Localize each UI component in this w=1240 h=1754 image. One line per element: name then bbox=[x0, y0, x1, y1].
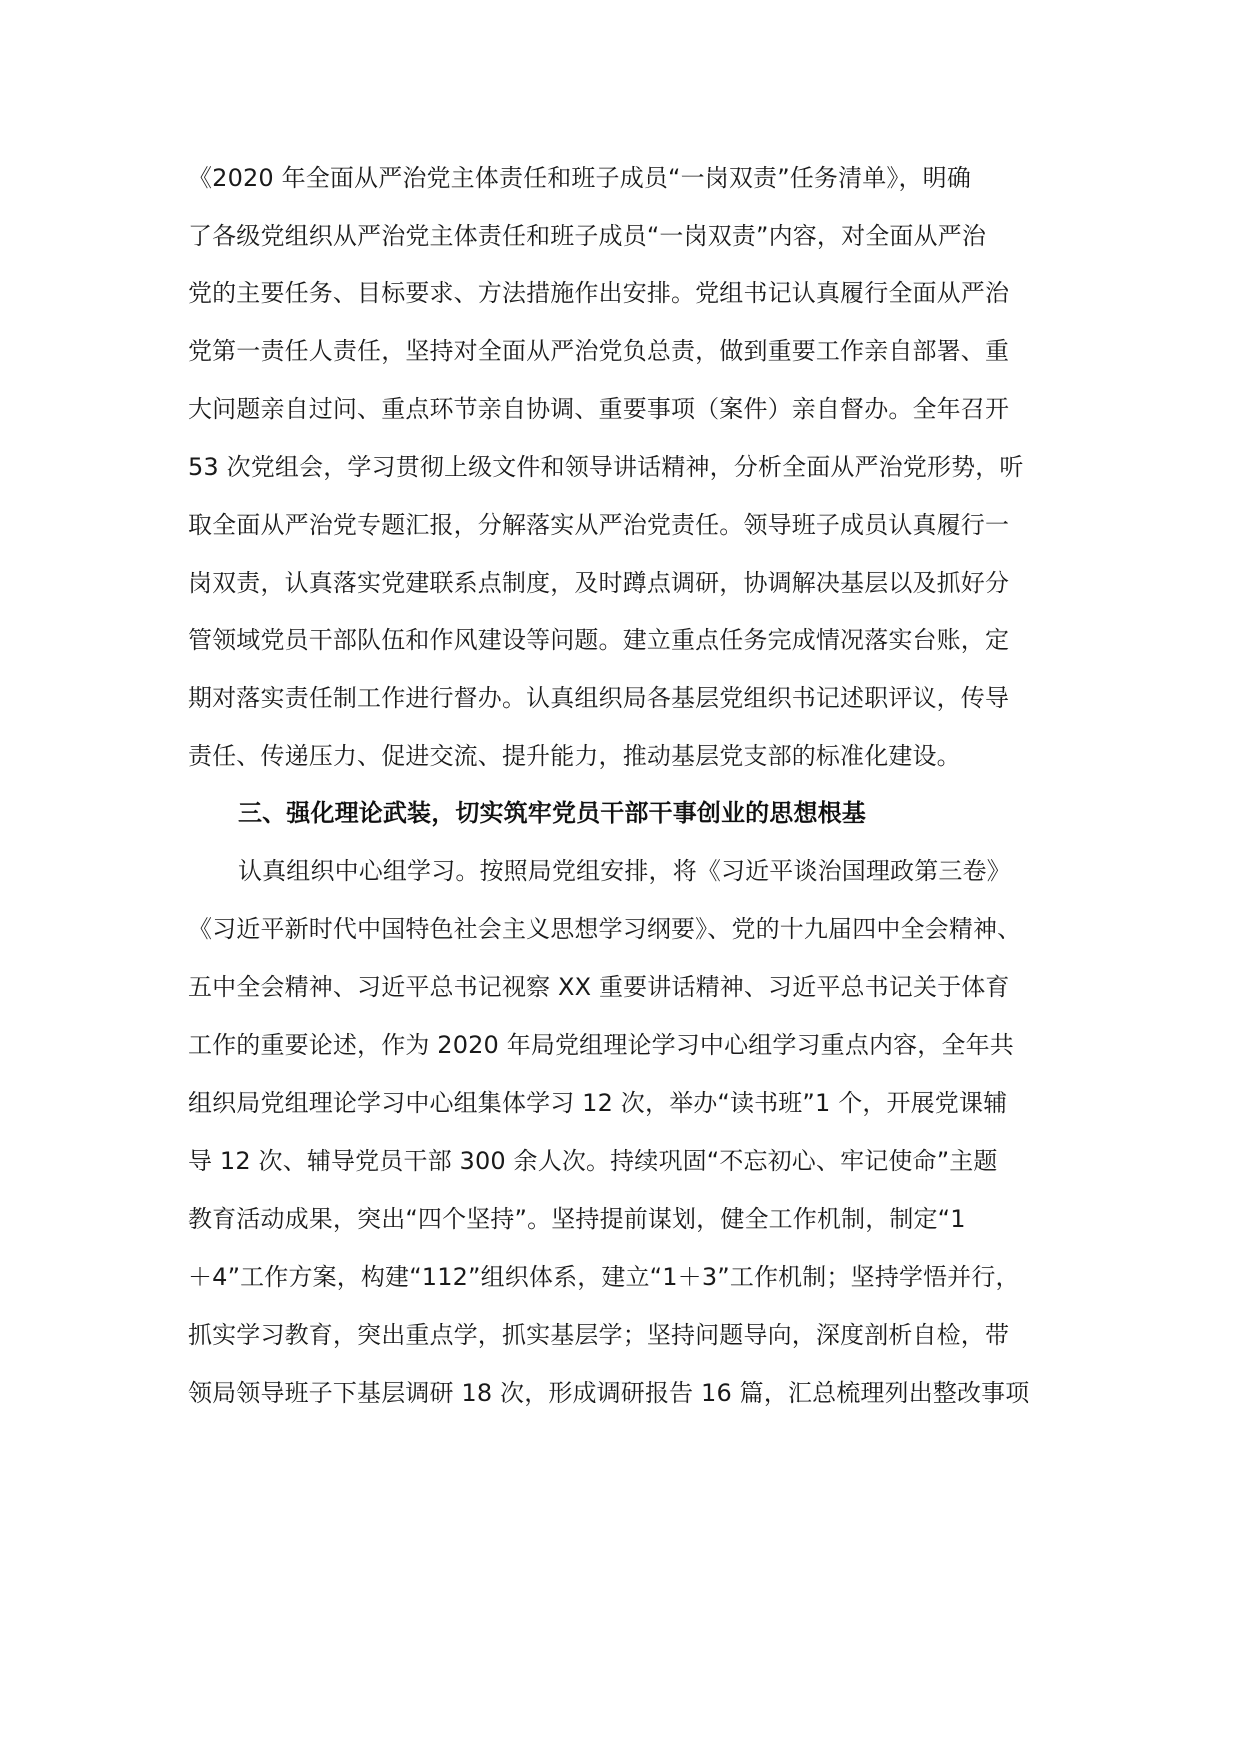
paragraph-line: 53 次党组会，学习贯彻上级文件和领导讲话精神，分析全面从严治党形势，听 bbox=[188, 453, 1024, 481]
paragraph-line: 组织局党组理论学习中心组集体学习 12 次，举办“读书班”1 个，开展党课辅 bbox=[188, 1089, 1008, 1117]
paragraph-line: 抓实学习教育，突出重点学，抓实基层学；坚持问题导向，深度剖析自检，带 bbox=[188, 1321, 1010, 1349]
paragraph-line: 党第一责任人责任，坚持对全面从严治党负总责，做到重要工作亲自部署、重 bbox=[188, 337, 1010, 365]
paragraph-line: 《2020 年全面从严治党主体责任和班子成员“一岗双责”任务清单》，明确 bbox=[188, 164, 971, 192]
paragraph-line: 取全面从严治党专题汇报，分解落实从严治党责任。领导班子成员认真履行一 bbox=[188, 511, 1010, 539]
paragraph-line: 期对落实责任制工作进行督办。认真组织局各基层党组织书记述职评议，传导 bbox=[188, 684, 1010, 712]
section-heading: 三、强化理论武装，切实筑牢党员干部干事创业的思想根基 bbox=[238, 799, 866, 827]
paragraph-line: 工作的重要论述，作为 2020 年局党组理论学习中心组学习重点内容，全年共 bbox=[188, 1031, 1014, 1059]
paragraph-line: 五中全会精神、习近平总书记视察 XX 重要讲话精神、习近平总书记关于体育 bbox=[188, 973, 1010, 1001]
paragraph-line: 《习近平新时代中国特色社会主义思想学习纲要》、党的十九届四中全会精神、 bbox=[188, 915, 1022, 943]
paragraph-line: 岗双责，认真落实党建联系点制度，及时蹲点调研，协调解决基层以及抓好分 bbox=[188, 569, 1010, 597]
paragraph-line: 责任、传递压力、促进交流、提升能力，推动基层党支部的标准化建设。 bbox=[188, 742, 961, 770]
paragraph-line: 领局领导班子下基层调研 18 次，形成调研报告 16 篇，汇总梳理列出整改事项 bbox=[188, 1379, 1030, 1407]
paragraph-line: 党的主要任务、目标要求、方法措施作出安排。党组书记认真履行全面从严治 bbox=[188, 279, 1010, 307]
paragraph-line: ＋4”工作方案，构建“112”组织体系，建立“1＋3”工作机制；坚持学悟并行， bbox=[188, 1263, 1020, 1291]
paragraph-line: 了各级党组织从严治党主体责任和班子成员“一岗双责”内容，对全面从严治 bbox=[188, 222, 986, 250]
paragraph-line: 认真组织中心组学习。按照局党组安排，将《习近平谈治国理政第三卷》 bbox=[238, 857, 1011, 885]
paragraph-line: 教育活动成果，突出“四个坚持”。坚持提前谋划，健全工作机制，制定“1 bbox=[188, 1205, 966, 1233]
paragraph-line: 导 12 次、辅导党员干部 300 余人次。持续巩固“不忘初心、牢记使命”主题 bbox=[188, 1147, 998, 1175]
paragraph-line: 管领域党员干部队伍和作风建设等问题。建立重点任务完成情况落实台账，定 bbox=[188, 626, 1010, 654]
paragraph-line: 大问题亲自过问、重点环节亲自协调、重要事项（案件）亲自督办。全年召开 bbox=[188, 395, 1010, 423]
